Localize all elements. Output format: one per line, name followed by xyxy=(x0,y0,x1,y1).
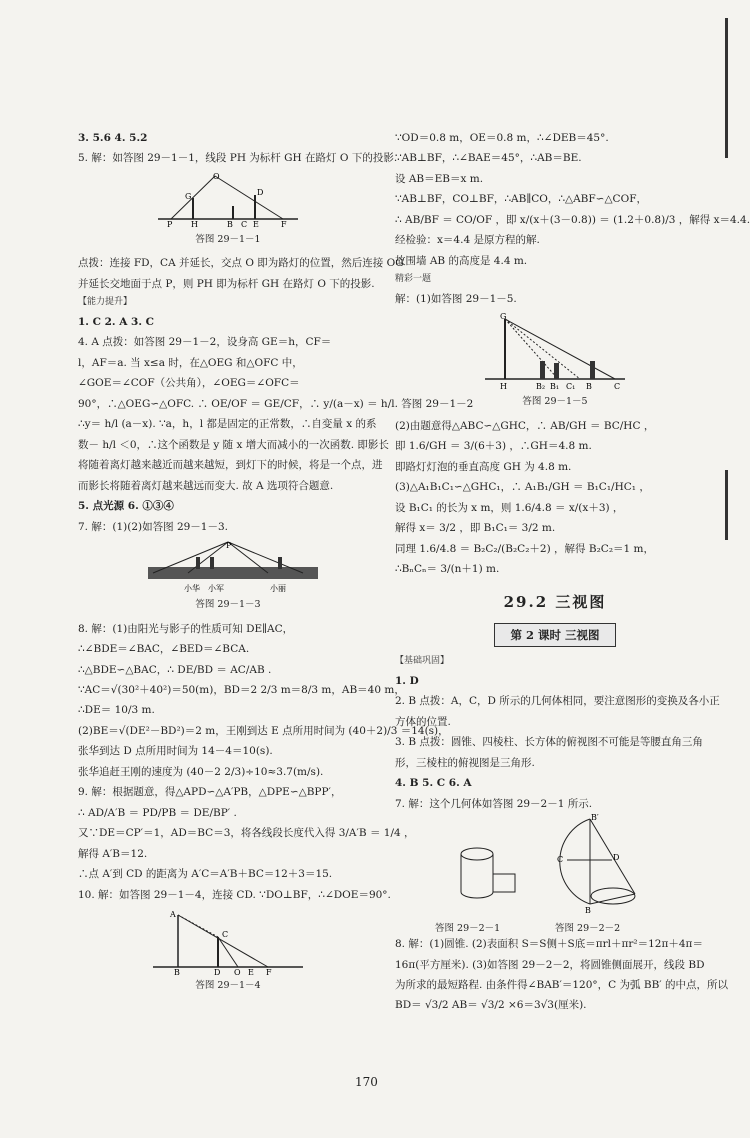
svg-text:E: E xyxy=(248,968,254,976)
svg-text:D: D xyxy=(613,853,620,863)
answer-4-line8: 而影长将随着离灯越来越远而变大. 故 A 选项符合题意. xyxy=(78,479,334,492)
svg-text:B: B xyxy=(586,382,592,392)
section-title: 29.2 三视图 xyxy=(503,592,607,611)
svg-text:B: B xyxy=(585,906,591,915)
answer-4-line6: 数－ h/l ＜0，∴这个函数是 y 随 x 增大而减小的一次函数. 即影长 xyxy=(78,438,389,451)
basic-8-line1: 8. 解：(1)圆锥. (2)表面积 S＝S侧＋S底＝πrl＋πr²＝12π＋4π＝ xyxy=(395,938,703,951)
right-column xyxy=(395,128,750,1016)
answer-9-line3: 又∵DE＝CP′＝1，AD＝BC＝3，将各线段长度代入得 3/A′B ＝ 1/4 ， xyxy=(78,827,415,840)
svg-text:B₂: B₂ xyxy=(536,382,546,392)
answer-8-line4: ∵AC＝√(30²＋40²)＝50(m)，BD＝2 2/3 m＝8/3 m，AB＝40 m， xyxy=(78,684,405,697)
answer-4-line3: ∠GOE＝∠COF（公共角），∠OEG＝∠OFC＝ xyxy=(78,377,300,390)
label-o: O xyxy=(213,171,220,181)
answer-5: 5. 解：如答图 29－1－1，线段 PH 为标杆 GH 在路灯 O 下的投影. xyxy=(78,152,398,165)
svg-text:D: D xyxy=(257,187,264,197)
basic-2-line1: 2. B 点拨：A，C，D 所示的几何体相同，要注意图形的变换及各小正 xyxy=(395,695,720,708)
basic-3-line1: 3. B 点拨：圆锥、四棱柱、长方体的俯视图不可能是等腰直角三角 xyxy=(395,736,703,749)
basic-4-6: 4. B 5. C 6. A xyxy=(395,777,472,790)
highlight-r13: 设 B₁C₁ 的长为 x m，则 1.6/4.8 ＝ x/(x＋3) ， xyxy=(395,501,624,514)
answer-3-4: 3. 5.6 4. 5.2 xyxy=(78,132,148,144)
margin-rule-top xyxy=(725,18,728,158)
highlight-r9: (2)由题意得△ABC∽△GHC，∴ AB/GH ＝ BC/HC ， xyxy=(395,419,655,432)
answer-9-line5: ∴点 A′到 CD 的距离为 A′C＝A′B＋BC＝12＋3＝15. xyxy=(78,868,333,881)
figure-29-1-5 xyxy=(480,311,630,391)
answer-8-line1: 8. 解：(1)由阳光与影子的性质可知 DE∥AC， xyxy=(78,622,294,635)
svg-text:G: G xyxy=(500,312,507,322)
caption-29-2-2: 答图 29－2－2 xyxy=(555,923,621,935)
highlight-r16: ∴BₙCₙ＝ 3/(n＋1) m. xyxy=(395,563,500,576)
lesson-title: 第 2 课时 三视图 xyxy=(494,623,616,647)
section-ability: 【能力提升】 xyxy=(78,297,133,308)
answer-8-line6: (2)BE＝√(DE²－BD²)＝2 m，王刚到达 E 点所用时间为 (40＋2)/3 ＝14(s)， xyxy=(78,724,449,737)
basic-8-line2: 16π(平方厘米). (3)如答图 29－2－2，将圆锥侧面展开，线段 BD xyxy=(395,958,705,971)
answer-4-line7: 将随着离灯越来越近而越来越短，到灯下的时候，将是一个点，进 xyxy=(78,459,383,472)
answer-10-r1: ∵OD＝0.8 m，OE＝0.8 m，∴∠DEB＝45°. xyxy=(395,132,609,144)
answer-4-line1: 4. A 点拨：如答图 29－1－2，设身高 GE＝h，CF＝ xyxy=(78,336,332,349)
svg-text:C: C xyxy=(222,930,229,940)
answer-10-r7: 故围墙 AB 的高度是 4.4 m. xyxy=(395,254,528,267)
figure-29-1-3 xyxy=(128,539,328,594)
caption-29-1-5: 答图 29－1－5 xyxy=(522,396,588,408)
figures-29-2 xyxy=(395,814,715,918)
answer-9-line2: ∴ AD/A′B ＝ PD/PB ＝ DE/BP′ . xyxy=(78,806,237,819)
svg-text:H: H xyxy=(500,382,507,392)
answer-7: 7. 解：(1)(2)如答图 29－1－3. xyxy=(78,520,228,533)
answer-8-line7: 张华到达 D 点所用时间为 14－4＝10(s). xyxy=(78,745,273,758)
answer-10-r3: 设 AB＝EB＝x m. xyxy=(395,172,484,185)
svg-text:B′: B′ xyxy=(591,814,599,823)
figure-29-1-4 xyxy=(148,907,308,975)
svg-text:B₁: B₁ xyxy=(550,382,560,392)
basic-7: 7. 解：这个几何体如答图 29－2－1 所示. xyxy=(395,797,593,810)
figure-29-2-2 xyxy=(555,814,645,914)
answer-9-line1: 9. 解：根据题意，得△APD∽△A′PB，△DPE∽△BPP′， xyxy=(78,786,342,799)
highlight-r8: 解：(1)如答图 29－1－5. xyxy=(395,292,517,305)
hint-5-line1: 点拨：连接 FD，CA 并延长，交点 O 即为路灯的位置，然后连接 OG xyxy=(78,257,404,270)
answer-9-line4: 解得 A′B＝12. xyxy=(78,847,148,860)
answer-8-line2: ∴∠BDE＝∠BAC，∠BED＝∠BCA. xyxy=(78,643,250,656)
svg-text:B: B xyxy=(227,219,233,229)
svg-text:B: B xyxy=(174,968,180,976)
answer-4-line2: l，AF＝a. 当 x≤a 时，在△OEG 和△OFC 中， xyxy=(78,356,303,369)
basic-3-line2: 形，三棱柱的俯视图是三角形. xyxy=(395,756,535,769)
svg-text:C₁: C₁ xyxy=(566,382,576,392)
basic-8-line3: 为所求的最短路程. 由条件得∠BAB′＝120°，C 为弧 BB′ 的中点，所以 xyxy=(395,979,729,991)
answer-10-r2: ∵AB⊥BF，∴∠BAE＝45°，∴AB＝BE. xyxy=(395,152,582,165)
label-xiaohua: 小华 xyxy=(184,584,200,594)
highlight-r15: 同理 1.6/4.8 ＝ B₂C₂/(B₂C₂＋2) ，解得 B₂C₂＝1 m， xyxy=(395,542,655,555)
svg-text:P: P xyxy=(167,219,173,229)
figure-29-2-1 xyxy=(455,844,525,904)
svg-text:F: F xyxy=(266,968,272,976)
hint-5-line2: 并延长交地面于点 P，则 PH 即为标杆 GH 在路灯 O 下的投影. xyxy=(78,277,375,290)
caption-29-1-3: 答图 29－1－3 xyxy=(195,599,261,611)
svg-text:F: F xyxy=(281,219,287,229)
answer-10: 10. 解：如答图 29－1－4，连接 CD. ∵DO⊥BF，∴∠DOE＝90°. xyxy=(78,888,391,901)
svg-text:C: C xyxy=(614,382,621,392)
highlight-r10: 即 1.6/GH ＝ 3/(6＋3) ，∴GH＝4.8 m. xyxy=(395,440,592,453)
answers-5-6: 5. 点光源 6. ①③④ xyxy=(78,500,174,513)
caption-29-1-1: 答图 29－1－1 xyxy=(195,233,261,245)
answer-10-r6: 经检验：x＝4.4 是原方程的解. xyxy=(395,234,540,247)
answer-8-line3: ∴△BDE∽△BAC，∴ DE/BD ＝ AC/AB . xyxy=(78,663,272,676)
svg-text:A: A xyxy=(170,910,176,920)
svg-text:G: G xyxy=(185,191,192,201)
section-highlight: 精彩一题 xyxy=(395,274,432,285)
page-number: 170 xyxy=(355,1075,378,1089)
svg-text:E: E xyxy=(253,219,259,229)
answers-1-3: 1. C 2. A 3. C xyxy=(78,315,155,328)
margin-rule-mid xyxy=(725,470,728,540)
highlight-r11: 即路灯灯泡的垂直高度 GH 为 4.8 m. xyxy=(395,460,572,473)
answer-4-line4: 90°，∴△OEG∽△OFC. ∴ OE/OF ＝ GE/CF，∴ y/(a－x) ＝ h/l. 答图 29－1－2 xyxy=(78,397,474,410)
svg-text:D: D xyxy=(214,968,221,976)
answer-8-line5: ∴DE＝ 10/3 m. xyxy=(78,704,155,717)
svg-text:C: C xyxy=(241,219,248,229)
caption-29-1-4: 答图 29－1－4 xyxy=(195,980,261,992)
svg-text:C: C xyxy=(557,855,564,865)
answer-4-line5: ∴y＝ h/l (a－x). ∵a，h，l 都是固定的正常数，∴自变量 x 的系 xyxy=(78,418,377,431)
highlight-r12: (3)△A₁B₁C₁∽△GHC₁，∴ A₁B₁/GH ＝ B₁C₁/HC₁ ， xyxy=(395,481,650,494)
label-xiaoli: 小丽 xyxy=(270,584,286,594)
basic-8-line4: BD＝ √3/2 AB＝ √3/2 ×6＝3√3(厘米). xyxy=(395,999,587,1012)
figure-29-1-1 xyxy=(153,171,303,229)
svg-text:H: H xyxy=(191,219,198,229)
answer-8-line8: 张华追赶王刚的速度为 (40－2 2/3)÷10≈3.7(m/s). xyxy=(78,765,324,778)
svg-text:O: O xyxy=(234,968,241,976)
highlight-r14: 解得 x＝ 3/2 ，即 B₁C₁＝ 3/2 m. xyxy=(395,522,556,535)
label-xiaojun: 小军 xyxy=(208,584,224,594)
basic-2-line2: 方体的位置. xyxy=(395,715,451,728)
answer-10-r4: ∵AB⊥BF，CO⊥BF，∴AB∥CO，∴△ABF∽△COF， xyxy=(395,193,647,206)
caption-29-2-1: 答图 29－2－1 xyxy=(435,923,501,935)
svg-text:P: P xyxy=(226,541,232,551)
section-basic: 【基础巩固】 xyxy=(395,656,450,667)
answer-10-r5: ∴ AB/BF ＝ CO/OF ，即 x/(x＋(3－0.8)) ＝ (1.2＋0.8)/3 ，解得 x＝4.4. xyxy=(395,213,750,226)
basic-1: 1. D xyxy=(395,674,419,687)
